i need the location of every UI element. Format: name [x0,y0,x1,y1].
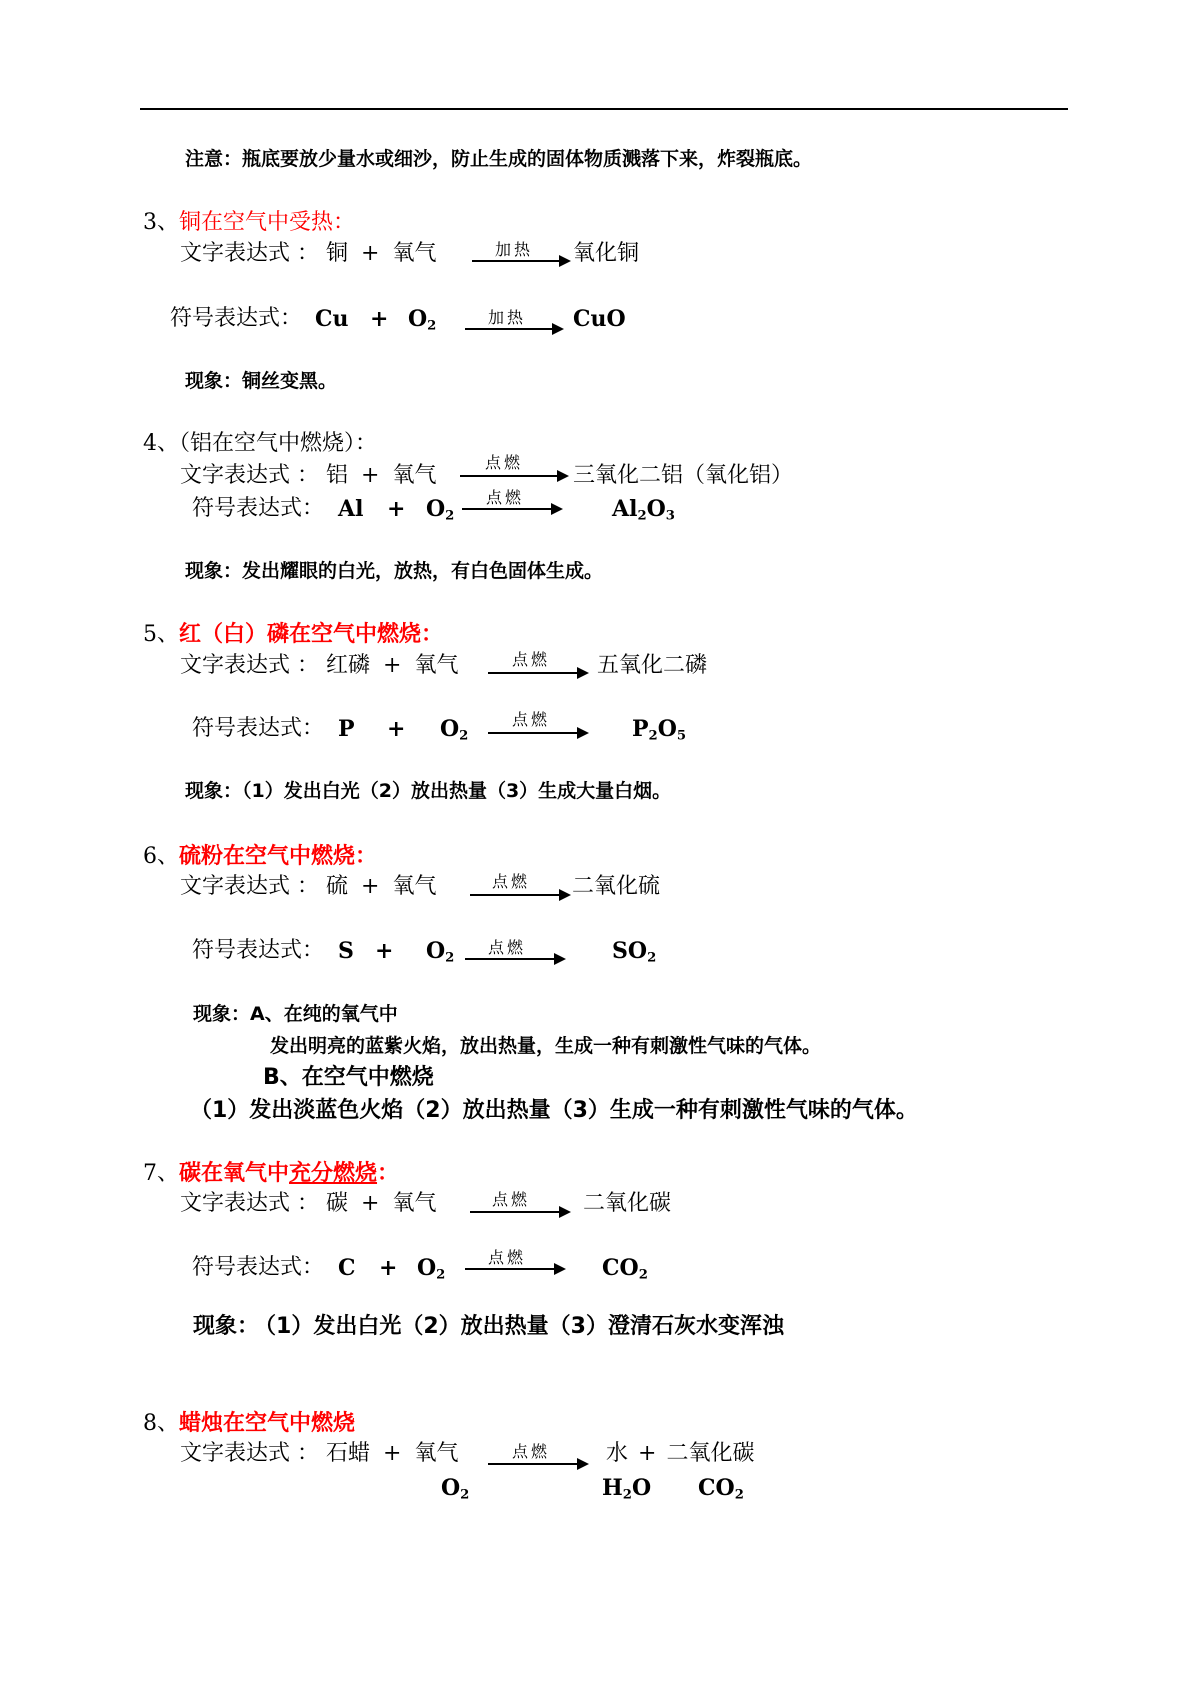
section-3-phenomenon: 现象：铜丝变黑。 [185,370,338,392]
reaction-arrow [488,672,580,674]
section-8-word-condition: 点燃 [512,1442,551,1461]
section-3-number: 3、 [143,210,179,235]
reaction-arrow [488,732,580,734]
section-6-symbol-condition: 点燃 [488,938,527,957]
reactant-1: 红磷 [326,653,371,678]
section-3-word-equation [180,243,436,265]
reactant-1: 石蜡 [326,1441,371,1466]
formula-product: $P_2O_5$ [632,716,687,744]
reactant-1: 铜 [326,241,349,266]
formula-reactant-2: $O_2$ [417,1255,446,1283]
plus-sign: + [387,716,406,742]
word-eq-label: 文字表达式 ： [180,463,319,488]
reactant-2: 氧气 [414,1441,459,1466]
formula-product: $Al_2O_3$ [612,496,675,524]
section-4-heading [143,433,377,455]
formula-reactant-2: $O_2$ [426,938,455,966]
note-text: 注意：瓶底要放少量水或细沙，防止生成的固体物质溅落下来，炸裂瓶底。 [185,148,813,170]
formula-reactant-2: $O_2$ [426,496,455,524]
plus-sign: + [361,463,380,488]
reaction-arrow [462,508,554,510]
plus-sign: + [361,874,380,899]
section-4-symbol-condition: 点燃 [486,488,525,507]
reactant-1: 硫 [326,874,349,899]
plus-sign: + [383,1441,402,1466]
word-eq-label: 文字表达式 ： [180,1191,319,1216]
section-8-word-product: 水 + 二氧化碳 [606,1441,755,1466]
reaction-arrow [465,1268,557,1270]
section-6-phenomenon-b-detail: （1）发出淡蓝色火焰（2）放出热量（3）生成一种有刺激性气味的气体。 [190,1098,918,1123]
section-6-heading [143,845,377,868]
section-7-title-a: 碳在氧气中 [179,1160,290,1186]
reactant-2: 氧气 [392,1191,437,1216]
section-7-heading [143,1162,399,1185]
header-rule [140,108,1068,110]
word-eq-label: 文字表达式 ： [180,874,319,899]
section-7-word-equation [180,1193,436,1215]
formula-reactant-1: P [338,716,355,742]
section-4-word-condition: 点燃 [485,453,524,472]
section-3-heading [143,212,355,234]
section-8-number: 8、 [143,1411,179,1436]
formula-reactant-2: $O_2$ [408,306,437,334]
reactant-1: 铝 [326,463,349,488]
reaction-arrow [460,475,560,477]
section-8-word-equation [180,1443,458,1465]
reactant-2: 氧气 [414,653,459,678]
section-5-number: 5、 [143,622,179,647]
plus-sign: + [370,306,389,332]
section-5-title: 红（白）磷在空气中燃烧： [179,621,444,647]
section-6-phenomenon-a: 现象：A、在纯的氧气中 [193,1003,398,1025]
word-eq-label: 文字表达式 ： [180,653,319,678]
section-3-word-condition: 加热 [495,240,534,259]
reactant-1: 碳 [326,1191,349,1216]
reaction-arrow [472,260,562,262]
reaction-arrow [470,1211,562,1213]
section-6-word-equation [180,876,436,898]
formula-reactant-2: $O_2$ [441,1475,470,1503]
plus-sign: + [383,653,402,678]
reaction-arrow [470,894,562,896]
reactant-2: 氧气 [392,463,437,488]
section-4-title: （铝在空气中燃烧）： [179,431,378,456]
reactant-2: 氧气 [392,874,437,899]
section-8-title: 蜡烛在空气中燃烧 [179,1410,356,1436]
section-4-word-equation [180,465,436,487]
plus-sign: + [375,938,394,964]
formula-reactant-1: S [338,938,354,964]
section-7-title-underlined: 充分燃烧 [289,1160,378,1186]
section-7-number: 7、 [143,1161,179,1186]
section-3-symbol-label: 符号表达式： [170,306,303,331]
section-5-symbol-label: 符号表达式： [192,716,325,741]
word-eq-label: 文字表达式 ： [180,241,319,266]
section-3-title: 铜在空气中受热： [179,210,356,235]
section-6-word-condition: 点燃 [492,872,531,891]
section-5-word-condition: 点燃 [512,650,551,669]
formula-product: $CO_2$ [602,1255,648,1283]
section-5-word-equation [180,655,458,677]
section-5-phenomenon: 现象：（1）发出白光（2）放出热量（3）生成大量白烟。 [185,780,672,802]
section-6-phenomenon-a-detail: 发出明亮的蓝紫火焰，放出热量，生成一种有刺激性气味的气体。 [270,1035,822,1057]
section-6-title: 硫粉在空气中燃烧： [179,843,378,869]
section-7-word-product: 二氧化碳 [583,1191,672,1216]
section-6-number: 6、 [143,844,179,869]
reaction-arrow [465,328,555,330]
section-5-word-product: 五氧化二磷 [597,653,708,678]
formula-product-co2: $CO_2$ [698,1475,744,1503]
section-5-heading [143,623,443,646]
word-eq-label: 文字表达式 ： [180,1441,319,1466]
section-4-phenomenon: 现象：发出耀眼的白光，放热，有白色固体生成。 [185,560,604,582]
plus-sign: + [361,241,380,266]
section-7-symbol-condition: 点燃 [488,1248,527,1267]
section-8-heading [143,1412,355,1435]
formula-reactant-1: Al [338,496,364,522]
formula-product: $SO_2$ [612,938,657,966]
section-7-word-condition: 点燃 [492,1190,531,1209]
section-7-symbol-label: 符号表达式： [192,1255,325,1280]
section-6-word-product: 二氧化硫 [572,874,661,899]
plus-sign: + [387,496,406,522]
formula-reactant-1: Cu [315,306,349,332]
reaction-arrow [465,958,557,960]
section-4-number: 4、 [143,431,179,456]
reaction-arrow [488,1463,580,1465]
section-4-symbol-label: 符号表达式： [192,496,325,521]
formula-reactant-2: $O_2$ [440,716,469,744]
formula-product-water: $H_2O$ [602,1475,652,1503]
section-3-symbol-condition: 加热 [488,308,527,327]
plus-sign: + [361,1191,380,1216]
section-3-word-product: 氧化铜 [573,241,640,266]
formula-reactant-1: C [338,1255,356,1281]
formula-product: CuO [573,306,626,332]
section-5-symbol-condition: 点燃 [512,710,551,729]
section-6-phenomenon-b: B、在空气中燃烧 [263,1065,434,1090]
section-4-word-product: 三氧化二铝（氧化铝） [573,463,794,488]
section-6-symbol-label: 符号表达式： [192,938,325,963]
reactant-2: 氧气 [392,241,437,266]
section-7-title-b: ： [377,1160,400,1186]
plus-sign: + [379,1255,398,1281]
section-7-phenomenon: 现象： （1）发出白光（2）放出热量（3）澄清石灰水变浑浊 [193,1314,784,1339]
